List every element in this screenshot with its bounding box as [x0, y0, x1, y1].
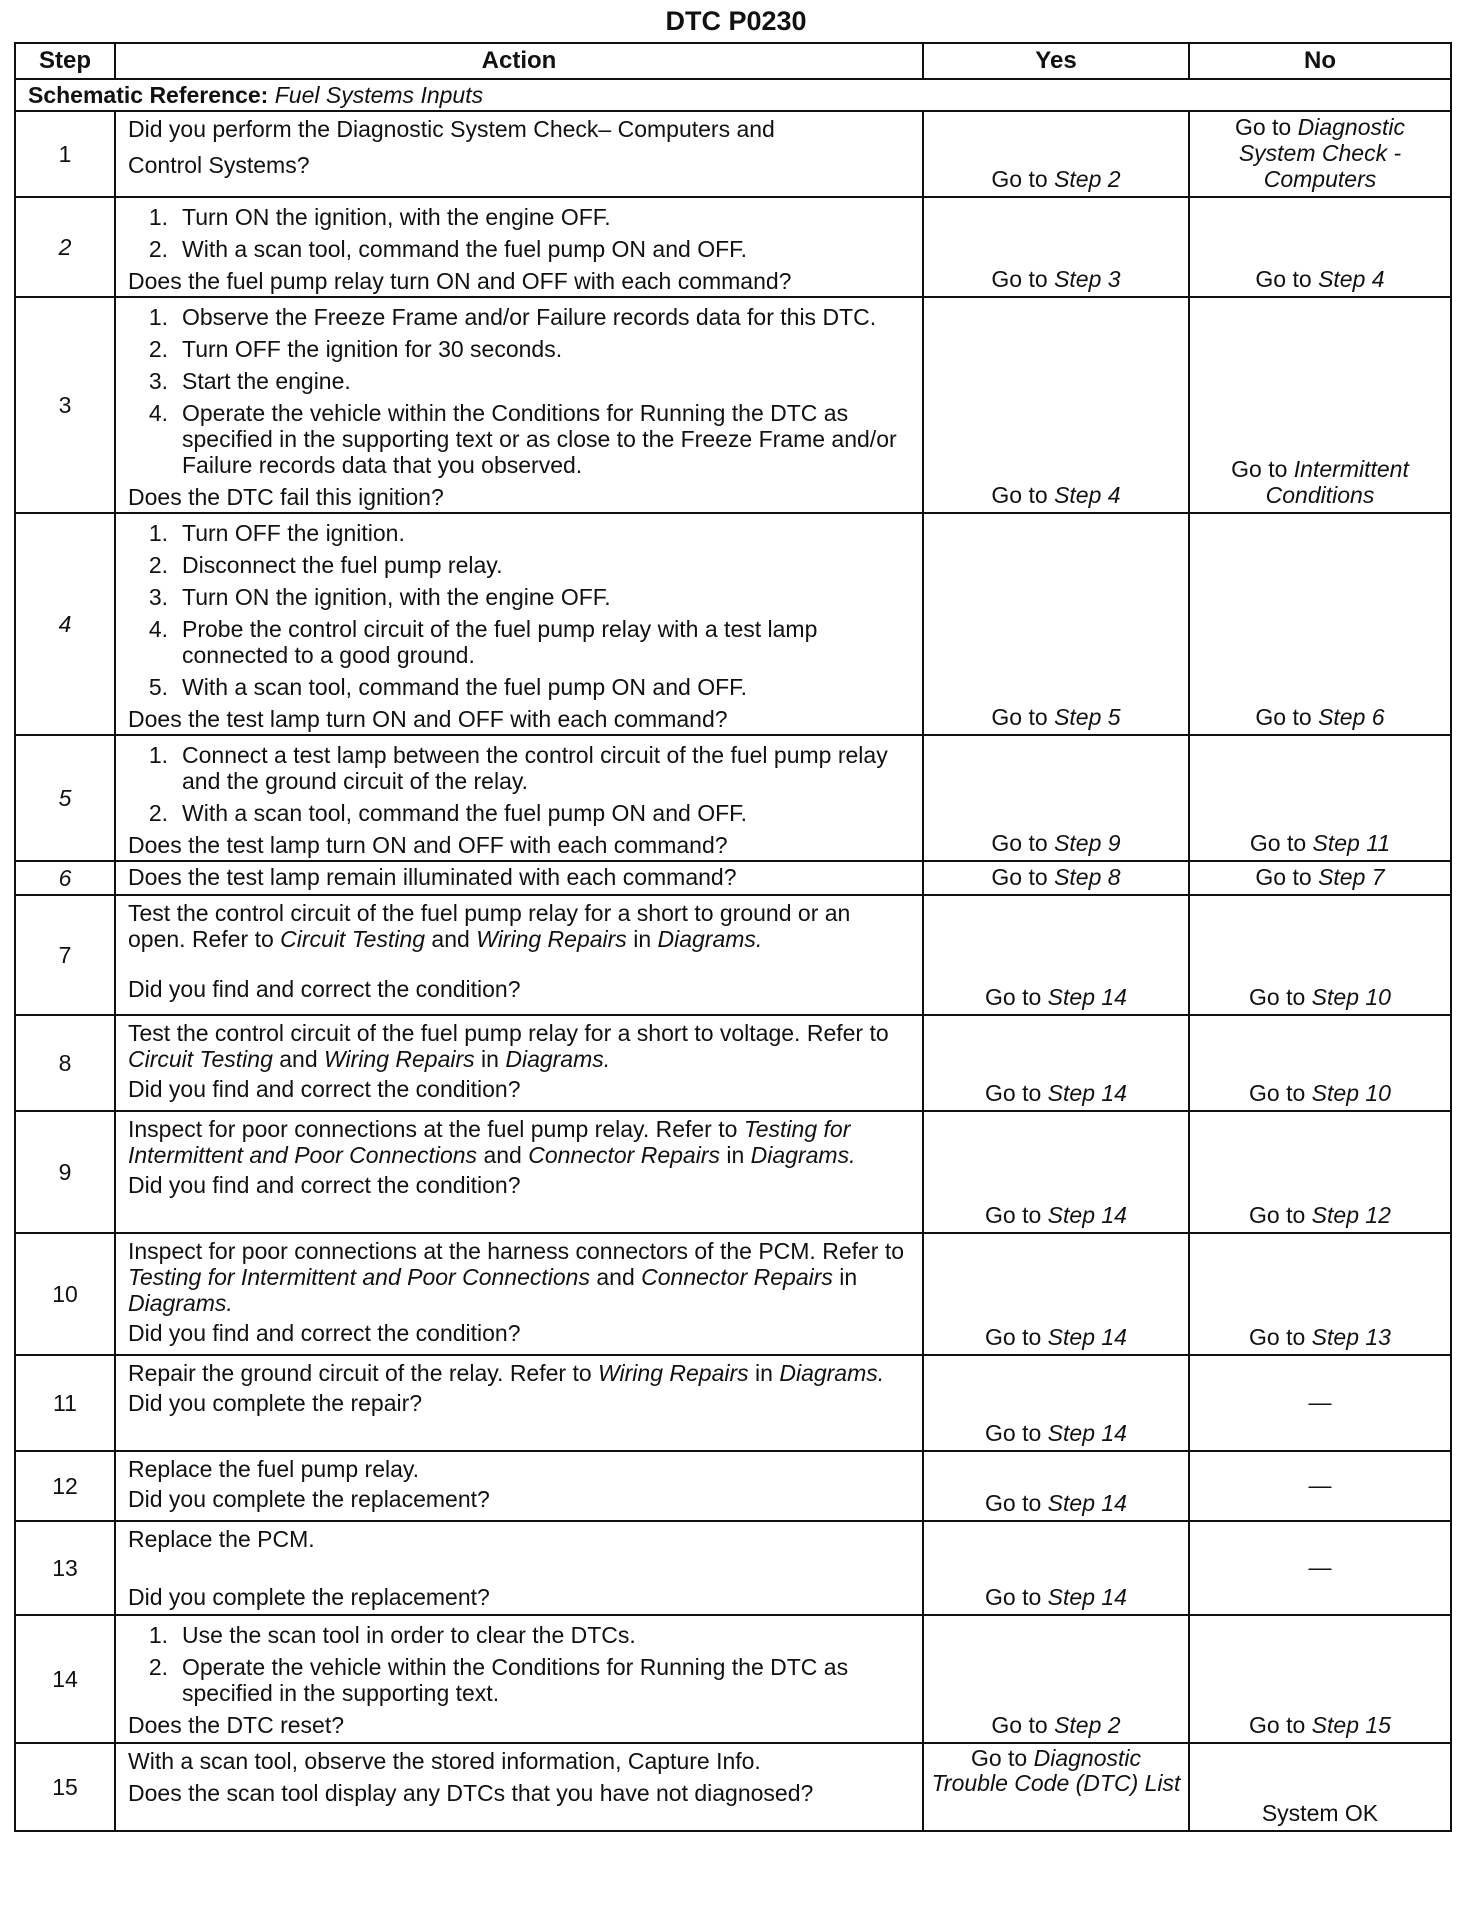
- table-row: [15, 1743, 1451, 1831]
- action-cell: [115, 197, 923, 297]
- question-text: Does the test lamp turn ON and OFF with each command?: [128, 706, 728, 732]
- yes-cell: Go to Step 14: [923, 1015, 1189, 1111]
- schematic-row: [15, 79, 1451, 111]
- yes-target: Step 2: [1054, 1712, 1121, 1738]
- table-row: [15, 1111, 1451, 1233]
- yes-target: Step 4: [1054, 482, 1121, 508]
- action-cell: [115, 1015, 923, 1111]
- no-cell: [1189, 1451, 1451, 1521]
- no-cell: [1189, 1521, 1451, 1615]
- table-row: [15, 1451, 1451, 1521]
- no-target: Step 10: [1311, 984, 1391, 1010]
- step-number: 5: [15, 735, 115, 861]
- no-cell: Go to Step 15: [1189, 1615, 1451, 1743]
- no-cell: Go to Step 7: [1189, 861, 1451, 895]
- yes-cell: Go to Step 5: [923, 513, 1189, 735]
- yes-cell: Go to Diagnostic Trouble Code (DTC) List: [923, 1743, 1189, 1831]
- action-cell: [115, 1355, 923, 1451]
- table-row: [15, 297, 1451, 513]
- action-cell: [115, 1451, 923, 1521]
- yes-target: Diagnostic Trouble Code (DTC) List: [931, 1745, 1181, 1796]
- no-cell: [1189, 111, 1451, 197]
- question-text: Did you complete the replacement?: [128, 1584, 490, 1610]
- no-target: System OK: [1261, 1800, 1379, 1826]
- yes-cell: Go to Step 14: [923, 1451, 1189, 1521]
- action-cell: [115, 1743, 923, 1831]
- no-cell: Go to Step 4: [1189, 197, 1451, 297]
- list-item: 1. Use the scan tool in order to clear the DTCs.: [148, 1622, 636, 1648]
- action-text: Replace the fuel pump relay.: [128, 1456, 420, 1482]
- table-row: [15, 513, 1451, 735]
- no-target: Step 4: [1318, 266, 1385, 292]
- no-cell: Go to Step 10: [1189, 1015, 1451, 1111]
- schematic-label: Schematic Reference:: [28, 82, 269, 108]
- no-cell: Go to Step 12: [1189, 1111, 1451, 1233]
- action-cell: [115, 895, 923, 1015]
- question-text: Did you find and correct the condition?: [128, 1172, 521, 1198]
- action-cell: [115, 1615, 923, 1743]
- step-number: 13: [15, 1521, 115, 1615]
- list-item: 2. With a scan tool, command the fuel pump ON and OFF.: [148, 800, 748, 826]
- no-cell: Go to Step 6: [1189, 513, 1451, 735]
- question-text: Does the test lamp turn ON and OFF with each command?: [128, 832, 728, 858]
- table-row: [15, 1521, 1451, 1615]
- no-target: Step 6: [1318, 704, 1385, 730]
- list-item: 2. Operate the vehicle within the Conditions for Running the DTC as specified in the supporting text.: [148, 1654, 849, 1706]
- question-text: Does the fuel pump relay turn ON and OFF with each command?: [128, 268, 792, 294]
- schematic-value: Fuel Systems Inputs: [274, 82, 484, 108]
- list-item: 4. Probe the control circuit of the fuel pump relay with a test lamp connected to a good ground.: [148, 616, 818, 668]
- header-no: No: [1189, 43, 1451, 79]
- no-cell: [1189, 1355, 1451, 1451]
- yes-target: Step 14: [1047, 1490, 1127, 1516]
- step-number: 15: [15, 1743, 115, 1831]
- question-text: Did you find and correct the condition?: [128, 1320, 521, 1346]
- no-cell: Go to Step 10: [1189, 895, 1451, 1015]
- no-target: Step 11: [1312, 830, 1391, 856]
- table-row: [15, 861, 1451, 895]
- step-number: 1: [15, 111, 115, 197]
- action-cell: [115, 513, 923, 735]
- step-number: 12: [15, 1451, 115, 1521]
- no-cell: Go to Step 11: [1189, 735, 1451, 861]
- yes-cell: Go to Step 9: [923, 735, 1189, 861]
- list-item: 2. Turn OFF the ignition for 30 seconds.: [148, 336, 563, 362]
- question-text: Did you complete the repair?: [128, 1390, 423, 1416]
- yes-cell: Go to Step 14: [923, 895, 1189, 1015]
- list-item: 5. With a scan tool, command the fuel pump ON and OFF.: [148, 674, 748, 700]
- header-action: Action: [115, 43, 923, 79]
- yes-target: Step 14: [1047, 1324, 1127, 1350]
- no-target: Step 7: [1318, 864, 1385, 890]
- table-row: [15, 1233, 1451, 1355]
- action-cell: [115, 1521, 923, 1615]
- yes-cell: Go to Step 8: [923, 861, 1189, 895]
- list-item: 1. Connect a test lamp between the control circuit of the fuel pump relay and the ground circuit of the relay.: [148, 742, 888, 794]
- step-number: 7: [15, 895, 115, 1015]
- no-cell: Go to Intermittent Conditions: [1189, 297, 1451, 513]
- go-to-label: Go to: [991, 166, 1048, 192]
- schematic-reference: [15, 79, 1451, 111]
- step-number: 6: [15, 861, 115, 895]
- table-row: [15, 197, 1451, 297]
- table-row: [15, 111, 1451, 197]
- question-text: Does the scan tool display any DTCs that you have not diagnosed?: [128, 1780, 814, 1806]
- question-text: Does the DTC reset?: [128, 1712, 345, 1738]
- no-target: Step 10: [1311, 1080, 1391, 1106]
- action-text: Control Systems?: [128, 152, 310, 178]
- table-row: [15, 1355, 1451, 1451]
- yes-target: Step 14: [1047, 1420, 1127, 1446]
- list-item: 1. Turn OFF the ignition.: [148, 520, 405, 546]
- table-row: [15, 895, 1451, 1015]
- dash: —: [1308, 1472, 1332, 1498]
- step-number: 8: [15, 1015, 115, 1111]
- yes-target: Step 14: [1047, 1202, 1127, 1228]
- yes-cell: Go to Step 14: [923, 1521, 1189, 1615]
- table-row: [15, 1015, 1451, 1111]
- list-item: 3. Start the engine.: [148, 368, 351, 394]
- table-row: [15, 1615, 1451, 1743]
- page-title: DTC P0230: [665, 6, 807, 36]
- action-text: Test the control circuit of the fuel pump relay for a short to voltage. Refer to Circuit Testing and Wiring Repairs in Diagrams.: [128, 1020, 889, 1072]
- list-item: 4. Operate the vehicle within the Conditions for Running the DTC as specified in the supporting text or as close to the Freeze Frame and/or Failure records data that you observed.: [148, 400, 897, 478]
- list-item: 2. Disconnect the fuel pump relay.: [148, 552, 503, 578]
- yes-target: Step 14: [1047, 1080, 1127, 1106]
- step-number: 2: [15, 197, 115, 297]
- go-to-label: Go to: [1234, 114, 1292, 140]
- question-text: Did you complete the replacement?: [128, 1486, 490, 1512]
- action-text: Inspect for poor connections at the fuel pump relay. Refer to Testing for Intermittent and Poor Connections and Connector Repairs in Diagrams.: [128, 1116, 856, 1168]
- action-cell: [115, 735, 923, 861]
- list-item: 3. Turn ON the ignition, with the engine OFF.: [148, 584, 611, 610]
- header-step: Step: [15, 43, 115, 79]
- action-text: With a scan tool, observe the stored information, Capture Info.: [128, 1748, 761, 1774]
- yes-target: Step 14: [1047, 1584, 1127, 1610]
- dash: —: [1308, 1554, 1332, 1580]
- no-cell: Go to Step 13: [1189, 1233, 1451, 1355]
- action-text: Inspect for poor connections at the harness connectors of the PCM. Refer to Testing for Intermittent and Poor Connections and Connector Repairs in Diagrams.: [128, 1238, 905, 1316]
- yes-cell: [923, 111, 1189, 197]
- step-number: 3: [15, 297, 115, 513]
- yes-cell: Go to Step 3: [923, 197, 1189, 297]
- action-text: Did you perform the Diagnostic System Check– Computers and: [128, 116, 775, 142]
- yes-cell: Go to Step 4: [923, 297, 1189, 513]
- yes-target: Step 2: [1054, 166, 1121, 192]
- step-number: 14: [15, 1615, 115, 1743]
- question-text: Did you find and correct the condition?: [128, 976, 521, 1002]
- step-number: 10: [15, 1233, 115, 1355]
- action-text: Replace the PCM.: [128, 1526, 315, 1552]
- no-target: Intermittent Conditions: [1265, 456, 1409, 508]
- step-number: 9: [15, 1111, 115, 1233]
- no-target: Step 15: [1311, 1712, 1391, 1738]
- no-target: Step 13: [1311, 1324, 1391, 1350]
- step-number: 4: [15, 513, 115, 735]
- step-number: 11: [15, 1355, 115, 1451]
- header-row: [15, 43, 1451, 79]
- header-yes: Yes: [923, 43, 1189, 79]
- yes-cell: Go to Step 14: [923, 1355, 1189, 1451]
- yes-cell: Go to Step 14: [923, 1233, 1189, 1355]
- no-cell: [1189, 1743, 1451, 1831]
- yes-target: Step 9: [1054, 830, 1121, 856]
- table-row: [15, 735, 1451, 861]
- yes-target: Step 14: [1047, 984, 1127, 1010]
- question-text: Did you find and correct the condition?: [128, 1076, 521, 1102]
- action-cell: [115, 111, 923, 197]
- action-cell: [115, 297, 923, 513]
- action-cell: [115, 861, 923, 895]
- yes-target: Step 3: [1054, 266, 1121, 292]
- action-text: Test the control circuit of the fuel pump relay for a short to ground or an open. Refer to Circuit Testing and Wiring Repairs in Diagrams.: [128, 900, 851, 952]
- question-text: Does the DTC fail this ignition?: [128, 484, 444, 510]
- no-target: Diagnostic System Check - Computers: [1238, 114, 1406, 192]
- no-target: Step 12: [1311, 1202, 1391, 1228]
- yes-target: Step 5: [1054, 704, 1121, 730]
- action-cell: [115, 1111, 923, 1233]
- list-item: 1. Turn ON the ignition, with the engine OFF.: [148, 204, 611, 230]
- list-item: 2. With a scan tool, command the fuel pump ON and OFF.: [148, 236, 748, 262]
- dash: —: [1308, 1389, 1332, 1415]
- yes-target: Step 8: [1054, 864, 1121, 890]
- action-text: Repair the ground circuit of the relay. Refer to Wiring Repairs in Diagrams.: [128, 1360, 885, 1386]
- diagnostic-table: [14, 42, 1452, 1832]
- yes-cell: Go to Step 14: [923, 1111, 1189, 1233]
- yes-cell: Go to Step 2: [923, 1615, 1189, 1743]
- question-text: Does the test lamp remain illuminated with each command?: [128, 864, 737, 890]
- action-cell: [115, 1233, 923, 1355]
- list-item: 1. Observe the Freeze Frame and/or Failure records data for this DTC.: [148, 304, 877, 330]
